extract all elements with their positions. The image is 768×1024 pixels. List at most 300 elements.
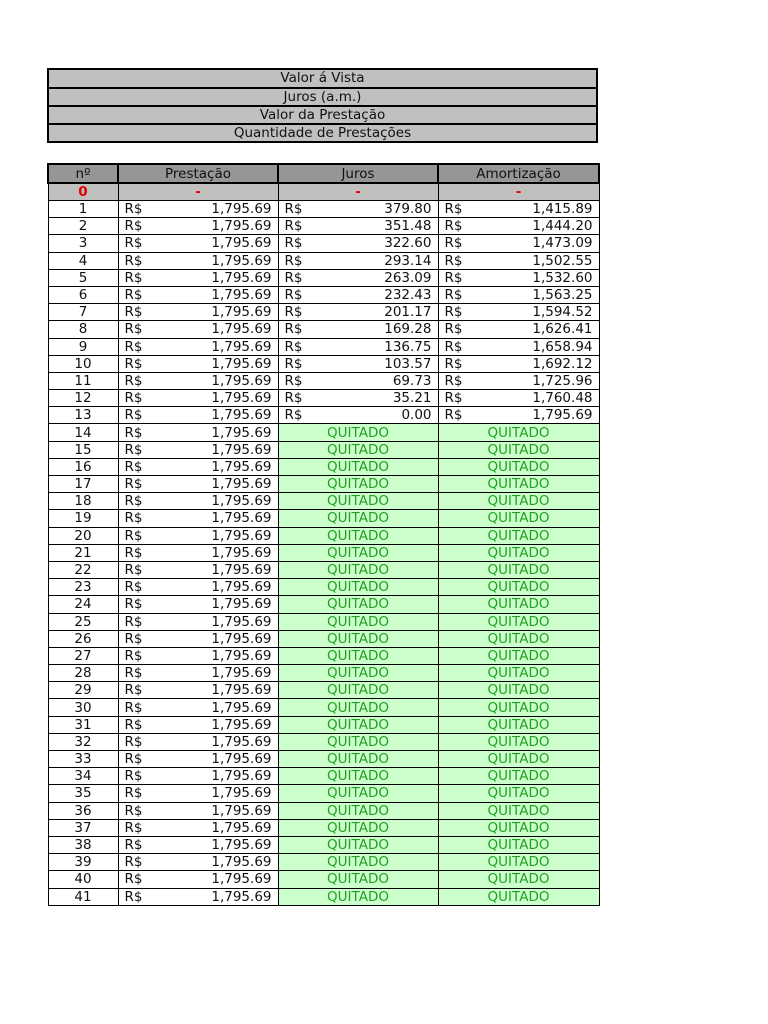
- installment-cell: [118, 613, 278, 630]
- currency-symbol: R$: [284, 407, 303, 424]
- installment-cell: [118, 716, 278, 733]
- currency-symbol: R$: [124, 493, 143, 510]
- row-number: 22: [48, 561, 118, 578]
- column-header-installment: Prestação: [118, 164, 278, 183]
- table-row: [48, 647, 599, 664]
- amortization-cell-value: 1,532.60: [532, 269, 593, 286]
- row-number: 13: [48, 407, 118, 424]
- row-number: 16: [48, 458, 118, 475]
- table-row: [48, 613, 599, 630]
- installment-cell-value: 1,795.69: [211, 321, 272, 338]
- currency-symbol: R$: [124, 716, 143, 733]
- table-row-zero: [48, 183, 599, 201]
- currency-symbol: R$: [124, 269, 143, 286]
- interest-cell-value: 136.75: [384, 338, 432, 355]
- amortization-table: [47, 163, 600, 906]
- currency-symbol: R$: [124, 888, 143, 905]
- currency-symbol: R$: [124, 235, 143, 252]
- amortization-cell: [438, 321, 599, 338]
- installment-cell-value: 1,795.69: [211, 304, 272, 321]
- interest-cell: [278, 252, 438, 269]
- table-row: [48, 441, 599, 458]
- currency-symbol: R$: [124, 630, 143, 647]
- currency-symbol: R$: [124, 424, 143, 441]
- interest-cell-value: 35.21: [392, 390, 432, 407]
- currency-symbol: R$: [284, 372, 303, 389]
- table-row: [48, 338, 599, 355]
- installment-cell-value: 1,795.69: [211, 819, 272, 836]
- interest-cell: [278, 218, 438, 235]
- installment-cell: [118, 286, 278, 303]
- currency-symbol: R$: [444, 372, 463, 389]
- row-number: 8: [48, 321, 118, 338]
- interest-paid-cell: QUITADO: [278, 682, 438, 699]
- summary-label-interest: Juros (a.m.): [49, 87, 596, 105]
- table-row: [48, 544, 599, 561]
- interest-paid-cell: QUITADO: [278, 647, 438, 664]
- currency-symbol: R$: [284, 287, 303, 304]
- interest-paid-cell: QUITADO: [278, 561, 438, 578]
- interest-paid-cell: QUITADO: [278, 544, 438, 561]
- installment-cell-value: 1,795.69: [211, 785, 272, 802]
- table-row: [48, 579, 599, 596]
- amortization-paid-cell: QUITADO: [438, 836, 599, 853]
- row-number: 20: [48, 527, 118, 544]
- summary-label-installment-value: Valor da Prestação: [49, 105, 596, 123]
- row-number: 25: [48, 613, 118, 630]
- row-number: 32: [48, 733, 118, 750]
- interest-paid-cell: QUITADO: [278, 699, 438, 716]
- currency-symbol: R$: [444, 390, 463, 407]
- table-row: [48, 321, 599, 338]
- interest-paid-cell: QUITADO: [278, 630, 438, 647]
- amortization-paid-cell: QUITADO: [438, 682, 599, 699]
- installment-cell: [118, 441, 278, 458]
- amortization-cell: [438, 372, 599, 389]
- installment-cell: [118, 201, 278, 218]
- interest-cell-value: 322.60: [384, 235, 432, 252]
- installment-cell: [118, 390, 278, 407]
- amortization-paid-cell: QUITADO: [438, 579, 599, 596]
- table-row: [48, 218, 599, 235]
- row-number: 17: [48, 476, 118, 493]
- installment-cell: [118, 218, 278, 235]
- interest-cell: [278, 407, 438, 424]
- installment-cell: [118, 802, 278, 819]
- row-number: 2: [48, 218, 118, 235]
- row-number: 19: [48, 510, 118, 527]
- installment-cell-value: 1,795.69: [211, 579, 272, 596]
- interest-paid-cell: QUITADO: [278, 768, 438, 785]
- currency-symbol: R$: [124, 751, 143, 768]
- installment-cell-value: 1,795.69: [211, 527, 272, 544]
- row-number: 40: [48, 871, 118, 888]
- currency-symbol: R$: [284, 355, 303, 372]
- row-number: 38: [48, 836, 118, 853]
- amortization-paid-cell: QUITADO: [438, 785, 599, 802]
- currency-symbol: R$: [124, 768, 143, 785]
- currency-symbol: R$: [124, 837, 143, 854]
- currency-symbol: R$: [124, 355, 143, 372]
- summary-block: [47, 68, 598, 143]
- row-number: 18: [48, 493, 118, 510]
- interest-cell: [278, 286, 438, 303]
- table-row: [48, 286, 599, 303]
- installment-cell-value: 1,795.69: [211, 647, 272, 664]
- column-header-interest: Juros: [278, 164, 438, 183]
- amortization-cell: [438, 304, 599, 321]
- currency-symbol: R$: [124, 854, 143, 871]
- currency-symbol: R$: [124, 527, 143, 544]
- interest-cell: [278, 201, 438, 218]
- currency-symbol: R$: [284, 201, 303, 218]
- installment-cell-value: 1,795.69: [211, 751, 272, 768]
- installment-cell: [118, 407, 278, 424]
- installment-cell-value: 1,795.69: [211, 562, 272, 579]
- amortization-paid-cell: QUITADO: [438, 630, 599, 647]
- installment-cell-value: 1,795.69: [211, 596, 272, 613]
- installment-cell: [118, 493, 278, 510]
- currency-symbol: R$: [124, 544, 143, 561]
- currency-symbol: R$: [124, 441, 143, 458]
- installment-cell: [118, 682, 278, 699]
- table-row: [48, 699, 599, 716]
- amortization-cell: [438, 338, 599, 355]
- currency-symbol: R$: [124, 682, 143, 699]
- table-row: [48, 527, 599, 544]
- amortization-paid-cell: QUITADO: [438, 871, 599, 888]
- installment-cell: [118, 235, 278, 252]
- table-row: [48, 682, 599, 699]
- interest-cell: [278, 372, 438, 389]
- interest-paid-cell: QUITADO: [278, 888, 438, 905]
- installment-cell-value: 1,795.69: [211, 287, 272, 304]
- table-row: [48, 716, 599, 733]
- interest-paid-cell: QUITADO: [278, 716, 438, 733]
- row-number: 37: [48, 819, 118, 836]
- installment-cell-value: 1,795.69: [211, 493, 272, 510]
- row-number: 11: [48, 372, 118, 389]
- installment-cell: [118, 338, 278, 355]
- table-row: [48, 493, 599, 510]
- installment-cell: [118, 699, 278, 716]
- interest-paid-cell: QUITADO: [278, 871, 438, 888]
- interest-paid-cell: QUITADO: [278, 493, 438, 510]
- installment-cell: [118, 476, 278, 493]
- currency-symbol: R$: [444, 269, 463, 286]
- currency-symbol: R$: [124, 647, 143, 664]
- installment-cell-value: 1,795.69: [211, 871, 272, 888]
- interest-cell-value: 201.17: [384, 304, 432, 321]
- amortization-cell: [438, 286, 599, 303]
- amortization-paid-cell: QUITADO: [438, 441, 599, 458]
- installment-cell-value: 1,795.69: [211, 424, 272, 441]
- row-number: 1: [48, 201, 118, 218]
- table-row: [48, 871, 599, 888]
- table-row: [48, 751, 599, 768]
- installment-cell-value: 1,795.69: [211, 613, 272, 630]
- amortization-cell-value: 1,760.48: [532, 390, 593, 407]
- interest-paid-cell: QUITADO: [278, 665, 438, 682]
- interest-paid-cell: QUITADO: [278, 613, 438, 630]
- installment-cell-value: 1,795.69: [211, 665, 272, 682]
- currency-symbol: R$: [284, 218, 303, 235]
- amortization-paid-cell: QUITADO: [438, 544, 599, 561]
- table-row: [48, 768, 599, 785]
- installment-cell: [118, 596, 278, 613]
- currency-symbol: R$: [284, 321, 303, 338]
- installment-cell-value: 1,795.69: [211, 699, 272, 716]
- row-number: 6: [48, 286, 118, 303]
- installment-cell: [118, 665, 278, 682]
- installment-cell-value: 1,795.69: [211, 390, 272, 407]
- installment-cell: [118, 527, 278, 544]
- currency-symbol: R$: [284, 390, 303, 407]
- currency-symbol: R$: [124, 252, 143, 269]
- interest-dash: -: [278, 183, 438, 201]
- currency-symbol: R$: [124, 338, 143, 355]
- table-row: [48, 252, 599, 269]
- interest-cell: [278, 338, 438, 355]
- currency-symbol: R$: [124, 733, 143, 750]
- amortization-cell: [438, 235, 599, 252]
- currency-symbol: R$: [284, 235, 303, 252]
- amortization-cell: [438, 390, 599, 407]
- amortization-paid-cell: QUITADO: [438, 561, 599, 578]
- row-number: 28: [48, 665, 118, 682]
- installment-cell-value: 1,795.69: [211, 768, 272, 785]
- table-row: [48, 235, 599, 252]
- installment-cell: [118, 854, 278, 871]
- table-row: [48, 802, 599, 819]
- installment-cell: [118, 630, 278, 647]
- currency-symbol: R$: [444, 304, 463, 321]
- interest-paid-cell: QUITADO: [278, 751, 438, 768]
- amortization-paid-cell: QUITADO: [438, 888, 599, 905]
- amortization-paid-cell: QUITADO: [438, 802, 599, 819]
- amortization-paid-cell: QUITADO: [438, 613, 599, 630]
- installment-cell: [118, 252, 278, 269]
- amortization-dash: -: [438, 183, 599, 201]
- amortization-paid-cell: QUITADO: [438, 424, 599, 441]
- currency-symbol: R$: [124, 476, 143, 493]
- currency-symbol: R$: [444, 218, 463, 235]
- interest-cell-value: 169.28: [384, 321, 432, 338]
- row-number: 30: [48, 699, 118, 716]
- currency-symbol: R$: [444, 235, 463, 252]
- amortization-cell-value: 1,795.69: [532, 407, 593, 424]
- amortization-cell-value: 1,594.52: [532, 304, 593, 321]
- currency-symbol: R$: [124, 579, 143, 596]
- installment-cell: [118, 768, 278, 785]
- interest-cell: [278, 355, 438, 372]
- installment-cell-value: 1,795.69: [211, 201, 272, 218]
- table-row: [48, 665, 599, 682]
- installment-cell-value: 1,795.69: [211, 407, 272, 424]
- row-number: 14: [48, 424, 118, 441]
- currency-symbol: R$: [124, 287, 143, 304]
- installment-cell-value: 1,795.69: [211, 252, 272, 269]
- table-row: [48, 888, 599, 905]
- amortization-paid-cell: QUITADO: [438, 458, 599, 475]
- row-number: 0: [48, 183, 118, 201]
- installment-cell: [118, 751, 278, 768]
- currency-symbol: R$: [284, 304, 303, 321]
- row-number: 41: [48, 888, 118, 905]
- interest-cell-value: 232.43: [384, 287, 432, 304]
- currency-symbol: R$: [124, 802, 143, 819]
- installment-cell: [118, 733, 278, 750]
- amortization-cell-value: 1,725.96: [532, 372, 593, 389]
- table-row: [48, 785, 599, 802]
- interest-cell: [278, 390, 438, 407]
- table-row: [48, 372, 599, 389]
- amortization-paid-cell: QUITADO: [438, 527, 599, 544]
- amortization-paid-cell: QUITADO: [438, 768, 599, 785]
- interest-paid-cell: QUITADO: [278, 527, 438, 544]
- amortization-paid-cell: QUITADO: [438, 596, 599, 613]
- amortization-paid-cell: QUITADO: [438, 819, 599, 836]
- column-header-amortization: Amortização: [438, 164, 599, 183]
- interest-paid-cell: QUITADO: [278, 819, 438, 836]
- installment-cell: [118, 871, 278, 888]
- interest-paid-cell: QUITADO: [278, 733, 438, 750]
- row-number: 24: [48, 596, 118, 613]
- installment-cell-value: 1,795.69: [211, 733, 272, 750]
- amortization-cell-value: 1,473.09: [532, 235, 593, 252]
- currency-symbol: R$: [124, 596, 143, 613]
- table-row: [48, 269, 599, 286]
- table-header-row: [48, 164, 599, 183]
- amortization-cell-value: 1,692.12: [532, 355, 593, 372]
- installment-cell-value: 1,795.69: [211, 355, 272, 372]
- row-number: 9: [48, 338, 118, 355]
- table-row: [48, 407, 599, 424]
- installment-cell-value: 1,795.69: [211, 837, 272, 854]
- interest-paid-cell: QUITADO: [278, 596, 438, 613]
- currency-symbol: R$: [444, 355, 463, 372]
- installment-cell-value: 1,795.69: [211, 630, 272, 647]
- installment-cell: [118, 819, 278, 836]
- table-row: [48, 201, 599, 218]
- installment-cell: [118, 372, 278, 389]
- currency-symbol: R$: [124, 372, 143, 389]
- installment-cell: [118, 888, 278, 905]
- installment-cell: [118, 836, 278, 853]
- installment-cell-value: 1,795.69: [211, 476, 272, 493]
- currency-symbol: R$: [444, 338, 463, 355]
- currency-symbol: R$: [124, 390, 143, 407]
- installment-cell-value: 1,795.69: [211, 716, 272, 733]
- amortization-cell: [438, 269, 599, 286]
- interest-cell-value: 379.80: [384, 201, 432, 218]
- installment-cell: [118, 544, 278, 561]
- amortization-paid-cell: QUITADO: [438, 699, 599, 716]
- interest-paid-cell: QUITADO: [278, 424, 438, 441]
- interest-cell-value: 351.48: [384, 218, 432, 235]
- amortization-cell-value: 1,563.25: [532, 287, 593, 304]
- installment-cell-value: 1,795.69: [211, 218, 272, 235]
- amortization-cell: [438, 407, 599, 424]
- row-number: 35: [48, 785, 118, 802]
- table-row: [48, 390, 599, 407]
- currency-symbol: R$: [124, 562, 143, 579]
- row-number: 12: [48, 390, 118, 407]
- interest-cell: [278, 304, 438, 321]
- installment-cell: [118, 510, 278, 527]
- amortization-cell-value: 1,502.55: [532, 252, 593, 269]
- installment-cell-value: 1,795.69: [211, 888, 272, 905]
- installment-cell-value: 1,795.69: [211, 372, 272, 389]
- interest-paid-cell: QUITADO: [278, 441, 438, 458]
- row-number: 39: [48, 854, 118, 871]
- interest-cell-value: 263.09: [384, 269, 432, 286]
- interest-paid-cell: QUITADO: [278, 458, 438, 475]
- currency-symbol: R$: [124, 218, 143, 235]
- row-number: 26: [48, 630, 118, 647]
- amortization-paid-cell: QUITADO: [438, 751, 599, 768]
- currency-symbol: R$: [124, 304, 143, 321]
- row-number: 33: [48, 751, 118, 768]
- installment-cell: [118, 561, 278, 578]
- currency-symbol: R$: [124, 458, 143, 475]
- currency-symbol: R$: [444, 287, 463, 304]
- installment-cell: [118, 304, 278, 321]
- installment-cell-value: 1,795.69: [211, 338, 272, 355]
- currency-symbol: R$: [444, 407, 463, 424]
- installment-cell-value: 1,795.69: [211, 854, 272, 871]
- table-row: [48, 561, 599, 578]
- installment-cell: [118, 785, 278, 802]
- table-row: [48, 510, 599, 527]
- currency-symbol: R$: [124, 613, 143, 630]
- row-number: 7: [48, 304, 118, 321]
- interest-paid-cell: QUITADO: [278, 854, 438, 871]
- installment-cell-value: 1,795.69: [211, 235, 272, 252]
- interest-paid-cell: QUITADO: [278, 836, 438, 853]
- amortization-cell-value: 1,658.94: [532, 338, 593, 355]
- summary-label-installment-count: Quantidade de Prestações: [49, 123, 596, 141]
- summary-label-cash-value: Valor á Vista: [49, 70, 596, 87]
- amortization-paid-cell: QUITADO: [438, 665, 599, 682]
- amortization-paid-cell: QUITADO: [438, 854, 599, 871]
- installment-cell: [118, 458, 278, 475]
- amortization-paid-cell: QUITADO: [438, 493, 599, 510]
- installment-cell: [118, 269, 278, 286]
- interest-paid-cell: QUITADO: [278, 476, 438, 493]
- currency-symbol: R$: [284, 338, 303, 355]
- interest-cell: [278, 235, 438, 252]
- installment-cell-value: 1,795.69: [211, 802, 272, 819]
- row-number: 31: [48, 716, 118, 733]
- currency-symbol: R$: [124, 510, 143, 527]
- row-number: 27: [48, 647, 118, 664]
- table-row: [48, 819, 599, 836]
- row-number: 3: [48, 235, 118, 252]
- amortization-paid-cell: QUITADO: [438, 733, 599, 750]
- installment-cell: [118, 579, 278, 596]
- amortization-cell: [438, 201, 599, 218]
- installment-cell-value: 1,795.69: [211, 458, 272, 475]
- currency-symbol: R$: [444, 252, 463, 269]
- installment-cell-value: 1,795.69: [211, 269, 272, 286]
- currency-symbol: R$: [444, 321, 463, 338]
- row-number: 23: [48, 579, 118, 596]
- currency-symbol: R$: [124, 819, 143, 836]
- row-number: 10: [48, 355, 118, 372]
- table-row: [48, 854, 599, 871]
- currency-symbol: R$: [124, 321, 143, 338]
